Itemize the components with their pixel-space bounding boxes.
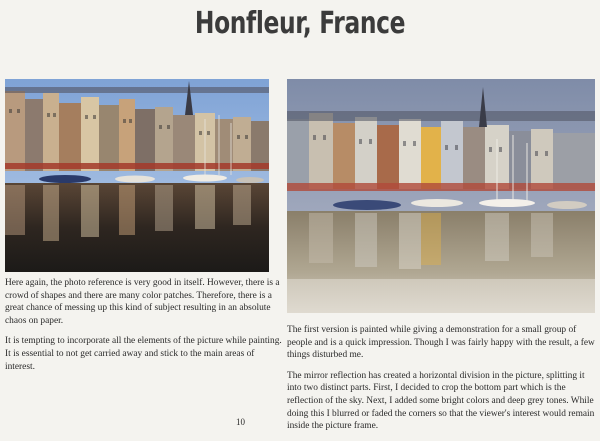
page-number: 10 [236,417,245,427]
left-paragraph-2: It is tempting to incorporate all the elements of the picture while painting. It is essential to not get carried away and stick to the main areas of interest. [5,336,282,372]
right-paragraph-1: The first version is painted while giving a demonstration for a small group of people and is a quick impression. Though I was fairly happy with the result, a few things disturbed me. [287,325,595,361]
right-column-text [287,324,597,441]
left-paragraph-1: Here again, the photo reference is very good in itself. However, there is a crowd of shapes and there are many color patches. Therefore, there is a great chance of messing up this kind of subject resulting in an absolute chaos on paper. [5,278,280,326]
harbor-photo-icon [5,79,269,272]
page-title: Honfleur, France [194,6,406,41]
harbor-watercolor-svg [287,79,595,313]
left-column-text [5,277,283,381]
harbor-watercolor-icon [287,79,595,313]
harbor-photo-svg [5,79,269,272]
right-paragraph-2: The mirror reflection has created a horizontal division in the picture, splitting it into two distinct parts. First, I decided to crop the bottom part which is the reflection of the sky. Next, I added some bright colors and deep grey tones. While doing this I blurred or faded the corners so that the viewer's interest would remain inside the picture frame. [287,370,595,432]
